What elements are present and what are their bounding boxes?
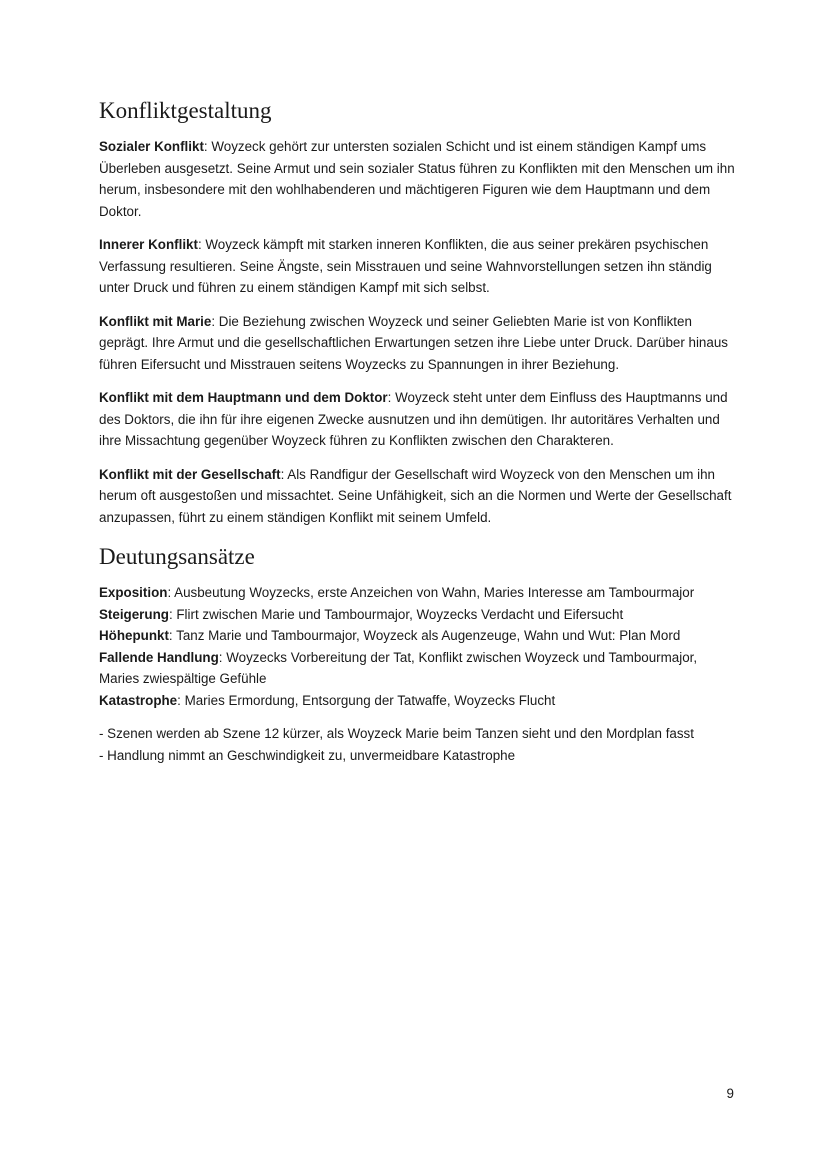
plot-line-hoehepunkt [99,625,739,647]
document-page [99,96,739,766]
plot-line-katastrophe [99,690,739,712]
plot-line-label: Katastrophe [99,692,178,708]
paragraph-sozialer-konflikt [99,136,739,222]
plot-line-exposition [99,582,739,604]
paragraph-label: Innerer Konflikt [99,237,198,252]
plot-structure-list [99,582,739,711]
paragraph-text: : Als Randfigur der Gesellschaft wird Woyzeck von den Menschen um ihn herum oft ausgestoßen und missachtet. Seine Unfähigkeit, sich an die Normen und Werte der Gesellschaft anzupassen, führt zu einem ständigen Konflikt mit seinem Umfeld. [99,466,732,525]
plot-line-fallende-handlung [99,647,739,690]
section-heading-deutungsansaetze: Deutungsansätze [99,544,255,569]
plot-line-text: : Woyzecks Vorbereitung der Tat, Konflikt zwischen Woyzeck und Tambourmajor, Maries zwiespältige Gefühle [99,649,698,686]
paragraph-label: Konflikt mit dem Hauptmann und dem Doktor [99,390,388,405]
page-number: 9 [726,1086,734,1101]
paragraph-label: Konflikt mit der Gesellschaft [99,466,281,482]
section-heading-konfliktgestaltung: Konfliktgestaltung [99,98,272,123]
plot-line-text: : Flirt zwischen Marie und Tambourmajor, Woyzecks Verdacht und Eifersucht [168,606,624,622]
paragraph-konflikt-gesellschaft [99,464,739,529]
paragraph-text: : Woyzeck gehört zur untersten sozialen Schicht und ist einem ständigen Kampf ums Überleben ausgesetzt. Seine Armut und sein sozialer Status führen zu Konflikten mit den Menschen um ihn herum, insbesondere mit den wohlhabenderen und mächtigeren Figuren wie dem Hauptmann und dem Doktor. [99,139,735,219]
paragraph-konflikt-hauptmann-doktor [99,387,739,452]
conflict-paragraphs [99,136,739,528]
plot-line-text: : Tanz Marie und Tambourmajor, Woyzeck als Augenzeuge, Wahn und Wut: Plan Mord [168,628,681,643]
plot-line-label: Höhepunkt [99,628,169,643]
notes-list [99,723,739,766]
note-item: - Handlung nimmt an Geschwindigkeit zu, unvermeidbare Katastrophe [99,747,516,763]
paragraph-innerer-konflikt [99,234,739,299]
plot-line-label: Exposition [99,585,168,600]
paragraph-label: Sozialer Konflikt [99,139,204,154]
paragraph-konflikt-marie [99,311,739,376]
plot-line-text: : Maries Ermordung, Entsorgung der Tatwaffe, Woyzecks Flucht [177,692,556,708]
note-item: - Szenen werden ab Szene 12 kürzer, als Woyzeck Marie beim Tanzen sieht und den Mordplan fasst [99,726,694,741]
paragraph-text: : Woyzeck steht unter dem Einfluss des Hauptmanns und des Doktors, die ihn für ihre eigenen Zwecke ausnutzen und ihn demütigen. Ihr autoritäres Verhalten und ihre Missachtung gegenüber Woyzeck führen zu Konflikten zwischen den Charakteren. [99,390,728,448]
plot-line-steigerung [99,604,739,626]
paragraph-text: : Die Beziehung zwischen Woyzeck und seiner Geliebten Marie ist von Konflikten geprägt. Ihre Armut und die gesellschaftlichen Erwartungen setzen ihre Liebe unter Druck. Darüber hinaus führen Eifersucht und Misstrauen seitens Woyzecks zu Spannungen in ihrer Beziehung. [99,313,728,372]
paragraph-text: : Woyzeck kämpft mit starken inneren Konflikten, die aus seiner prekären psychischen Verfassung resultieren. Seine Ängste, sein Misstrauen und seine Wahnvorstellungen setzen ihn ständig unter Druck und führen zu einem ständigen Kampf mit sich selbst. [99,237,712,295]
plot-line-label: Fallende Handlung [99,649,219,665]
plot-line-text: : Ausbeutung Woyzecks, erste Anzeichen von Wahn, Maries Interesse am Tambourmajor [167,585,695,600]
plot-line-label: Steigerung [99,606,169,622]
paragraph-label: Konflikt mit Marie [99,313,212,329]
